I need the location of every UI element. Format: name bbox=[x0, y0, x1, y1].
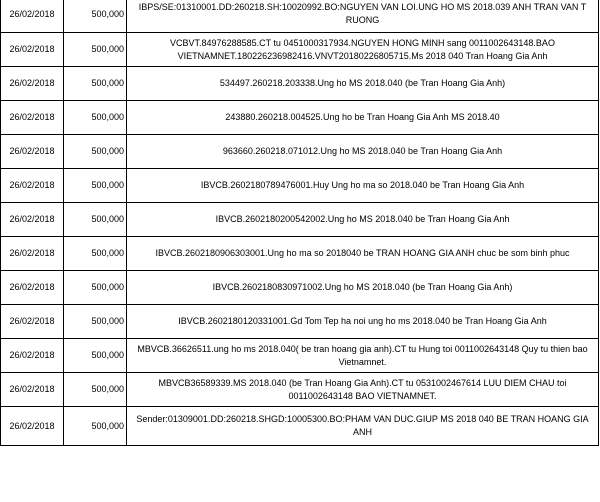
description-cell: IBVCB.2602180906303001.Ung ho ma so 2018040 be TRAN HOANG GIA ANH chuc be som binh phuc bbox=[127, 237, 599, 271]
date-cell: 26/02/2018 bbox=[1, 407, 64, 446]
date-cell: 26/02/2018 bbox=[1, 67, 64, 101]
date-cell: 26/02/2018 bbox=[1, 339, 64, 373]
amount-cell: 500,000 bbox=[64, 339, 127, 373]
description-cell: MBVCB.36626511.ung ho ms 2018.040( be tran hoang gia anh).CT tu Hung toi 0011002643148 Quy tu thien bao Vietnamnet. bbox=[127, 339, 599, 373]
table-row bbox=[1, 237, 599, 271]
table-row bbox=[1, 339, 599, 373]
amount-cell: 500,000 bbox=[64, 407, 127, 446]
amount-cell: 500,000 bbox=[64, 33, 127, 67]
table-row bbox=[1, 203, 599, 237]
table-row bbox=[1, 169, 599, 203]
table-row bbox=[1, 373, 599, 407]
description-cell: IBVCB.2602180120331001.Gd Tom Tep ha noi ung ho ms 2018.040 be Tran Hoang Gia Anh bbox=[127, 305, 599, 339]
table-row bbox=[1, 33, 599, 67]
description-cell: IBVCB.2602180789476001.Huy Ung ho ma so 2018.040 be Tran Hoang Gia Anh bbox=[127, 169, 599, 203]
table-row bbox=[1, 0, 599, 33]
date-cell: 26/02/2018 bbox=[1, 237, 64, 271]
amount-cell: 500,000 bbox=[64, 101, 127, 135]
table-row bbox=[1, 67, 599, 101]
amount-cell: 500,000 bbox=[64, 0, 127, 33]
description-cell: 534497.260218.203338.Ung ho MS 2018.040 (be Tran Hoang Gia Anh) bbox=[127, 67, 599, 101]
amount-cell: 500,000 bbox=[64, 67, 127, 101]
description-cell: 963660.260218.071012.Ung ho MS 2018.040 be Tran Hoang Gia Anh bbox=[127, 135, 599, 169]
date-cell: 26/02/2018 bbox=[1, 101, 64, 135]
description-cell: MBVCB36589339.MS 2018.040 (be Tran Hoang Gia Anh).CT tu 0531002467614 LUU DIEM CHAU toi 0011002643148 BAO VIETNAMNET. bbox=[127, 373, 599, 407]
description-cell: IBPS/SE:01310001.DD:260218.SH:10020992.BO:NGUYEN VAN LOI.UNG HO MS 2018.039 ANH TRAN VAN T RUONG bbox=[127, 0, 599, 33]
table-row bbox=[1, 271, 599, 305]
amount-cell: 500,000 bbox=[64, 203, 127, 237]
table-row bbox=[1, 101, 599, 135]
description-cell: 243880.260218.004525.Ung ho be Tran Hoang Gia Anh MS 2018.40 bbox=[127, 101, 599, 135]
amount-cell: 500,000 bbox=[64, 237, 127, 271]
date-cell: 26/02/2018 bbox=[1, 305, 64, 339]
table-row bbox=[1, 305, 599, 339]
date-cell: 26/02/2018 bbox=[1, 373, 64, 407]
description-cell: IBVCB.2602180200542002.Ung ho MS 2018.040 be Tran Hoang Gia Anh bbox=[127, 203, 599, 237]
date-cell: 26/02/2018 bbox=[1, 169, 64, 203]
date-cell: 26/02/2018 bbox=[1, 203, 64, 237]
date-cell: 26/02/2018 bbox=[1, 135, 64, 169]
description-cell: VCBVT.84976288585.CT tu 0451000317934.NGUYEN HONG MINH sang 0011002643148.BAO VIETNAMNET.180226236982416.VNVT20180226805715.Ms 2018 040 Tran Hoang Gia Anh bbox=[127, 33, 599, 67]
table-row bbox=[1, 407, 599, 446]
amount-cell: 500,000 bbox=[64, 135, 127, 169]
date-cell: 26/02/2018 bbox=[1, 271, 64, 305]
amount-cell: 500,000 bbox=[64, 373, 127, 407]
date-cell: 26/02/2018 bbox=[1, 33, 64, 67]
description-cell: IBVCB.2602180830971002.Ung ho MS 2018.040 (be Tran Hoang Gia Anh) bbox=[127, 271, 599, 305]
date-cell: 26/02/2018 bbox=[1, 0, 64, 33]
table-row bbox=[1, 135, 599, 169]
amount-cell: 500,000 bbox=[64, 305, 127, 339]
amount-cell: 500,000 bbox=[64, 169, 127, 203]
amount-cell: 500,000 bbox=[64, 271, 127, 305]
description-cell: Sender:01309001.DD:260218.SHGD:10005300.BO:PHAM VAN DUC.GIUP MS 2018 040 BE TRAN HOANG GIA ANH bbox=[127, 407, 599, 446]
